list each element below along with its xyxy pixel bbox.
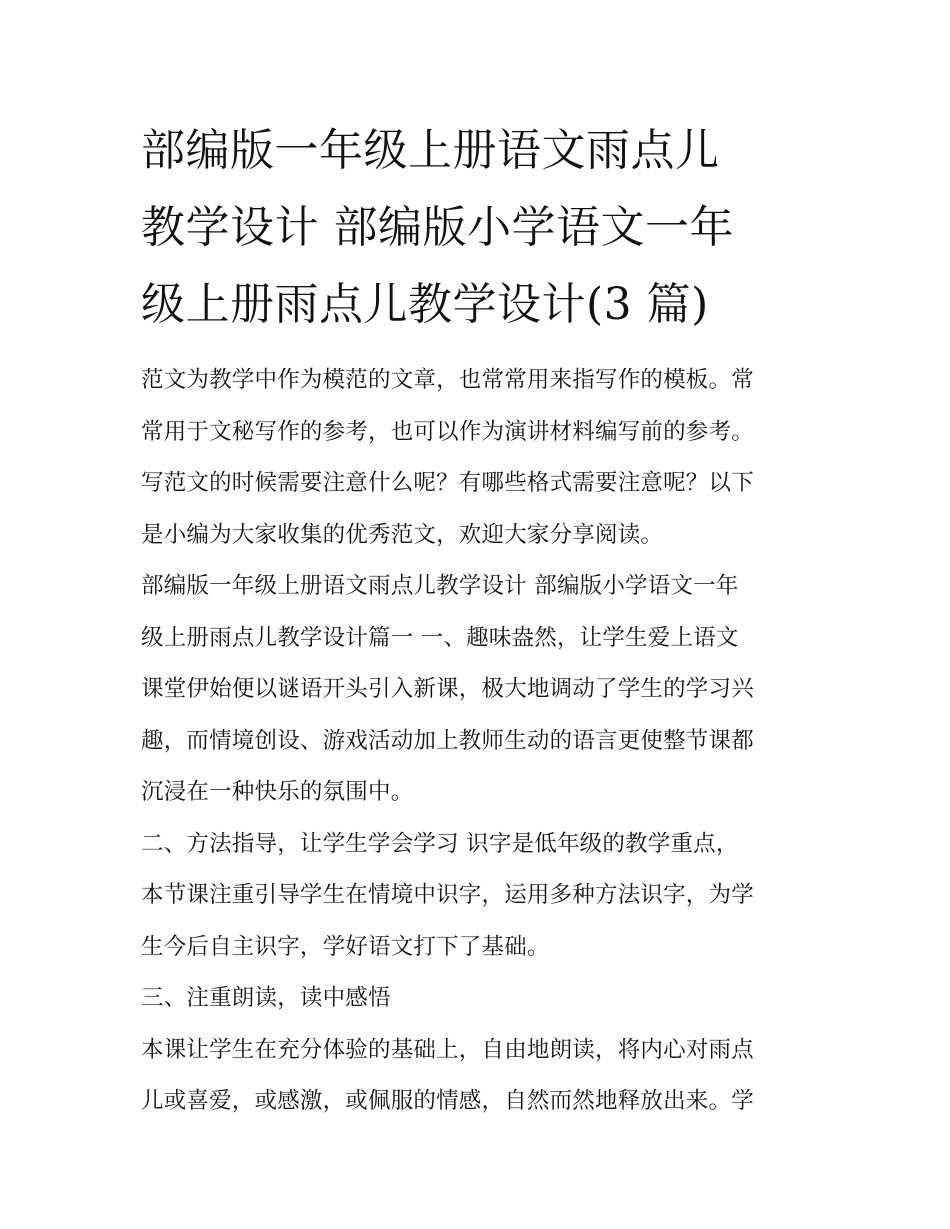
text-line: 级上册雨点儿教学设计篇一 一、趣味盎然，让学生爱上语文 [141,624,739,651]
text-line: 二、方法指导，让学生学会学习 识字是低年级的教学重点， [141,830,739,857]
document-body [141,355,813,1128]
document-page [141,112,813,1128]
text-line: 部编版一年级上册语文雨点儿教学设计 部编版小学语文一年 [141,573,739,599]
text-line: 本课让学生在充分体验的基础上，自由地朗读，将内心对雨点 [141,1036,754,1063]
text-line: 沉浸在一种快乐的氛围中。 [141,779,414,805]
document-title [141,112,813,343]
text-line: 生今后自主识字，学好语文打下了基础。 [141,933,550,960]
paragraph-intro [141,355,813,561]
text-line: 是小编为大家收集的优秀范文，欢迎大家分享阅读。 [141,521,664,548]
title-line: 教学设计 部编版小学语文一年 [141,202,734,253]
text-line: 三、注重朗读，读中感悟 [141,985,391,1011]
title-line: 部编版一年级上册语文雨点儿 [141,125,720,176]
title-line: 级上册雨点儿教学设计(3 篇) [141,279,709,330]
text-line: 本节课注重引导学生在情境中识字，运用多种方法识字，为学 [141,882,754,908]
paragraph-section-three-heading [141,973,813,1025]
paragraph-section-one [141,561,813,819]
paragraph-section-three [141,1025,813,1128]
text-line: 儿或喜爱，或感激，或佩服的情感，自然而然地释放出来。学 [141,1088,754,1114]
text-line: 趣，而情境创设、游戏活动加上教师生动的语言更使整节课都 [141,727,754,754]
text-line: 课堂伊始便以谜语开头引入新课，极大地调动了学生的学习兴 [141,676,754,702]
text-line: 常用于文秘写作的参考，也可以作为演讲材料编写前的参考。 [141,418,754,445]
text-line: 范文为教学中作为模范的文章，也常常用来指写作的模板。常 [141,367,754,393]
paragraph-section-two [141,819,813,974]
text-line: 写范文的时候需要注意什么呢？有哪些格式需要注意呢？以下 [141,470,754,496]
